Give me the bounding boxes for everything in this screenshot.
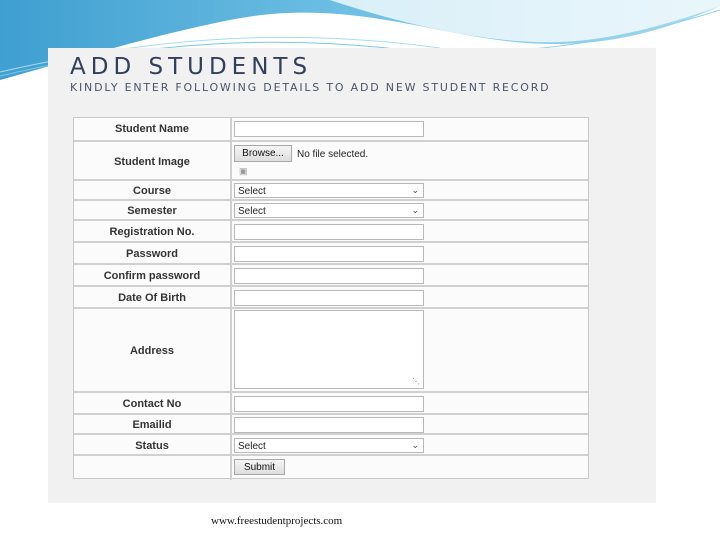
row-date-of-birth: [74, 285, 588, 309]
row-confirm-password: [74, 263, 588, 287]
row-submit: [74, 454, 588, 480]
row-registration-no: [74, 219, 588, 243]
chevron-down-icon: ⌄: [411, 185, 419, 195]
broken-image-icon: ▣: [239, 166, 248, 176]
status-select[interactable]: [234, 438, 424, 453]
row-password: [74, 241, 588, 265]
row-address: [74, 307, 588, 393]
course-select[interactable]: [234, 183, 424, 198]
semester-select[interactable]: [234, 203, 424, 218]
course-label: Course: [74, 181, 232, 201]
course-selected-value: Select: [238, 186, 266, 197]
row-email-id: [74, 413, 588, 435]
student-image-label: Student Image: [74, 142, 232, 181]
password-label: Password: [74, 243, 232, 265]
browse-button[interactable]: Browse...: [234, 145, 292, 162]
chevron-down-icon: ⌄: [411, 440, 419, 450]
row-course: [74, 179, 588, 201]
submit-button[interactable]: Submit: [234, 459, 285, 475]
semester-label: Semester: [74, 201, 232, 221]
chevron-down-icon: ⌄: [411, 205, 419, 215]
submit-row-spacer: [74, 456, 232, 480]
contact-no-label: Contact No: [74, 393, 232, 415]
registration-no-label: Registration No.: [74, 221, 232, 243]
password-input[interactable]: [234, 246, 424, 262]
confirm-password-label: Confirm password: [74, 265, 232, 287]
page-subtitle: KINDLY ENTER FOLLOWING DETAILS TO ADD NEW STUDENT RECORD: [70, 81, 551, 94]
file-status-text: No file selected.: [297, 149, 369, 160]
contact-no-input[interactable]: [234, 396, 424, 412]
email-id-input[interactable]: [234, 417, 424, 433]
footer-url: www.freestudentprojects.com: [211, 515, 343, 527]
add-student-form: [73, 117, 589, 479]
date-of-birth-input[interactable]: [234, 290, 424, 306]
page-title: ADD STUDENTS: [70, 54, 313, 80]
student-name-label: Student Name: [74, 118, 232, 140]
row-semester: [74, 199, 588, 221]
student-name-input[interactable]: [234, 121, 424, 137]
row-status: [74, 433, 588, 456]
email-id-label: Emailid: [74, 415, 232, 435]
resize-grip-icon[interactable]: ⋱: [412, 377, 420, 386]
address-textarea[interactable]: [234, 310, 424, 389]
status-selected-value: Select: [238, 441, 266, 452]
confirm-password-input[interactable]: [234, 268, 424, 284]
address-label: Address: [74, 309, 232, 393]
registration-no-input[interactable]: [234, 224, 424, 240]
status-label: Status: [74, 435, 232, 456]
date-of-birth-label: Date Of Birth: [74, 287, 232, 309]
row-contact-no: [74, 391, 588, 415]
row-student-name: [74, 118, 588, 140]
row-student-image: [74, 140, 588, 181]
semester-selected-value: Select: [238, 206, 266, 217]
